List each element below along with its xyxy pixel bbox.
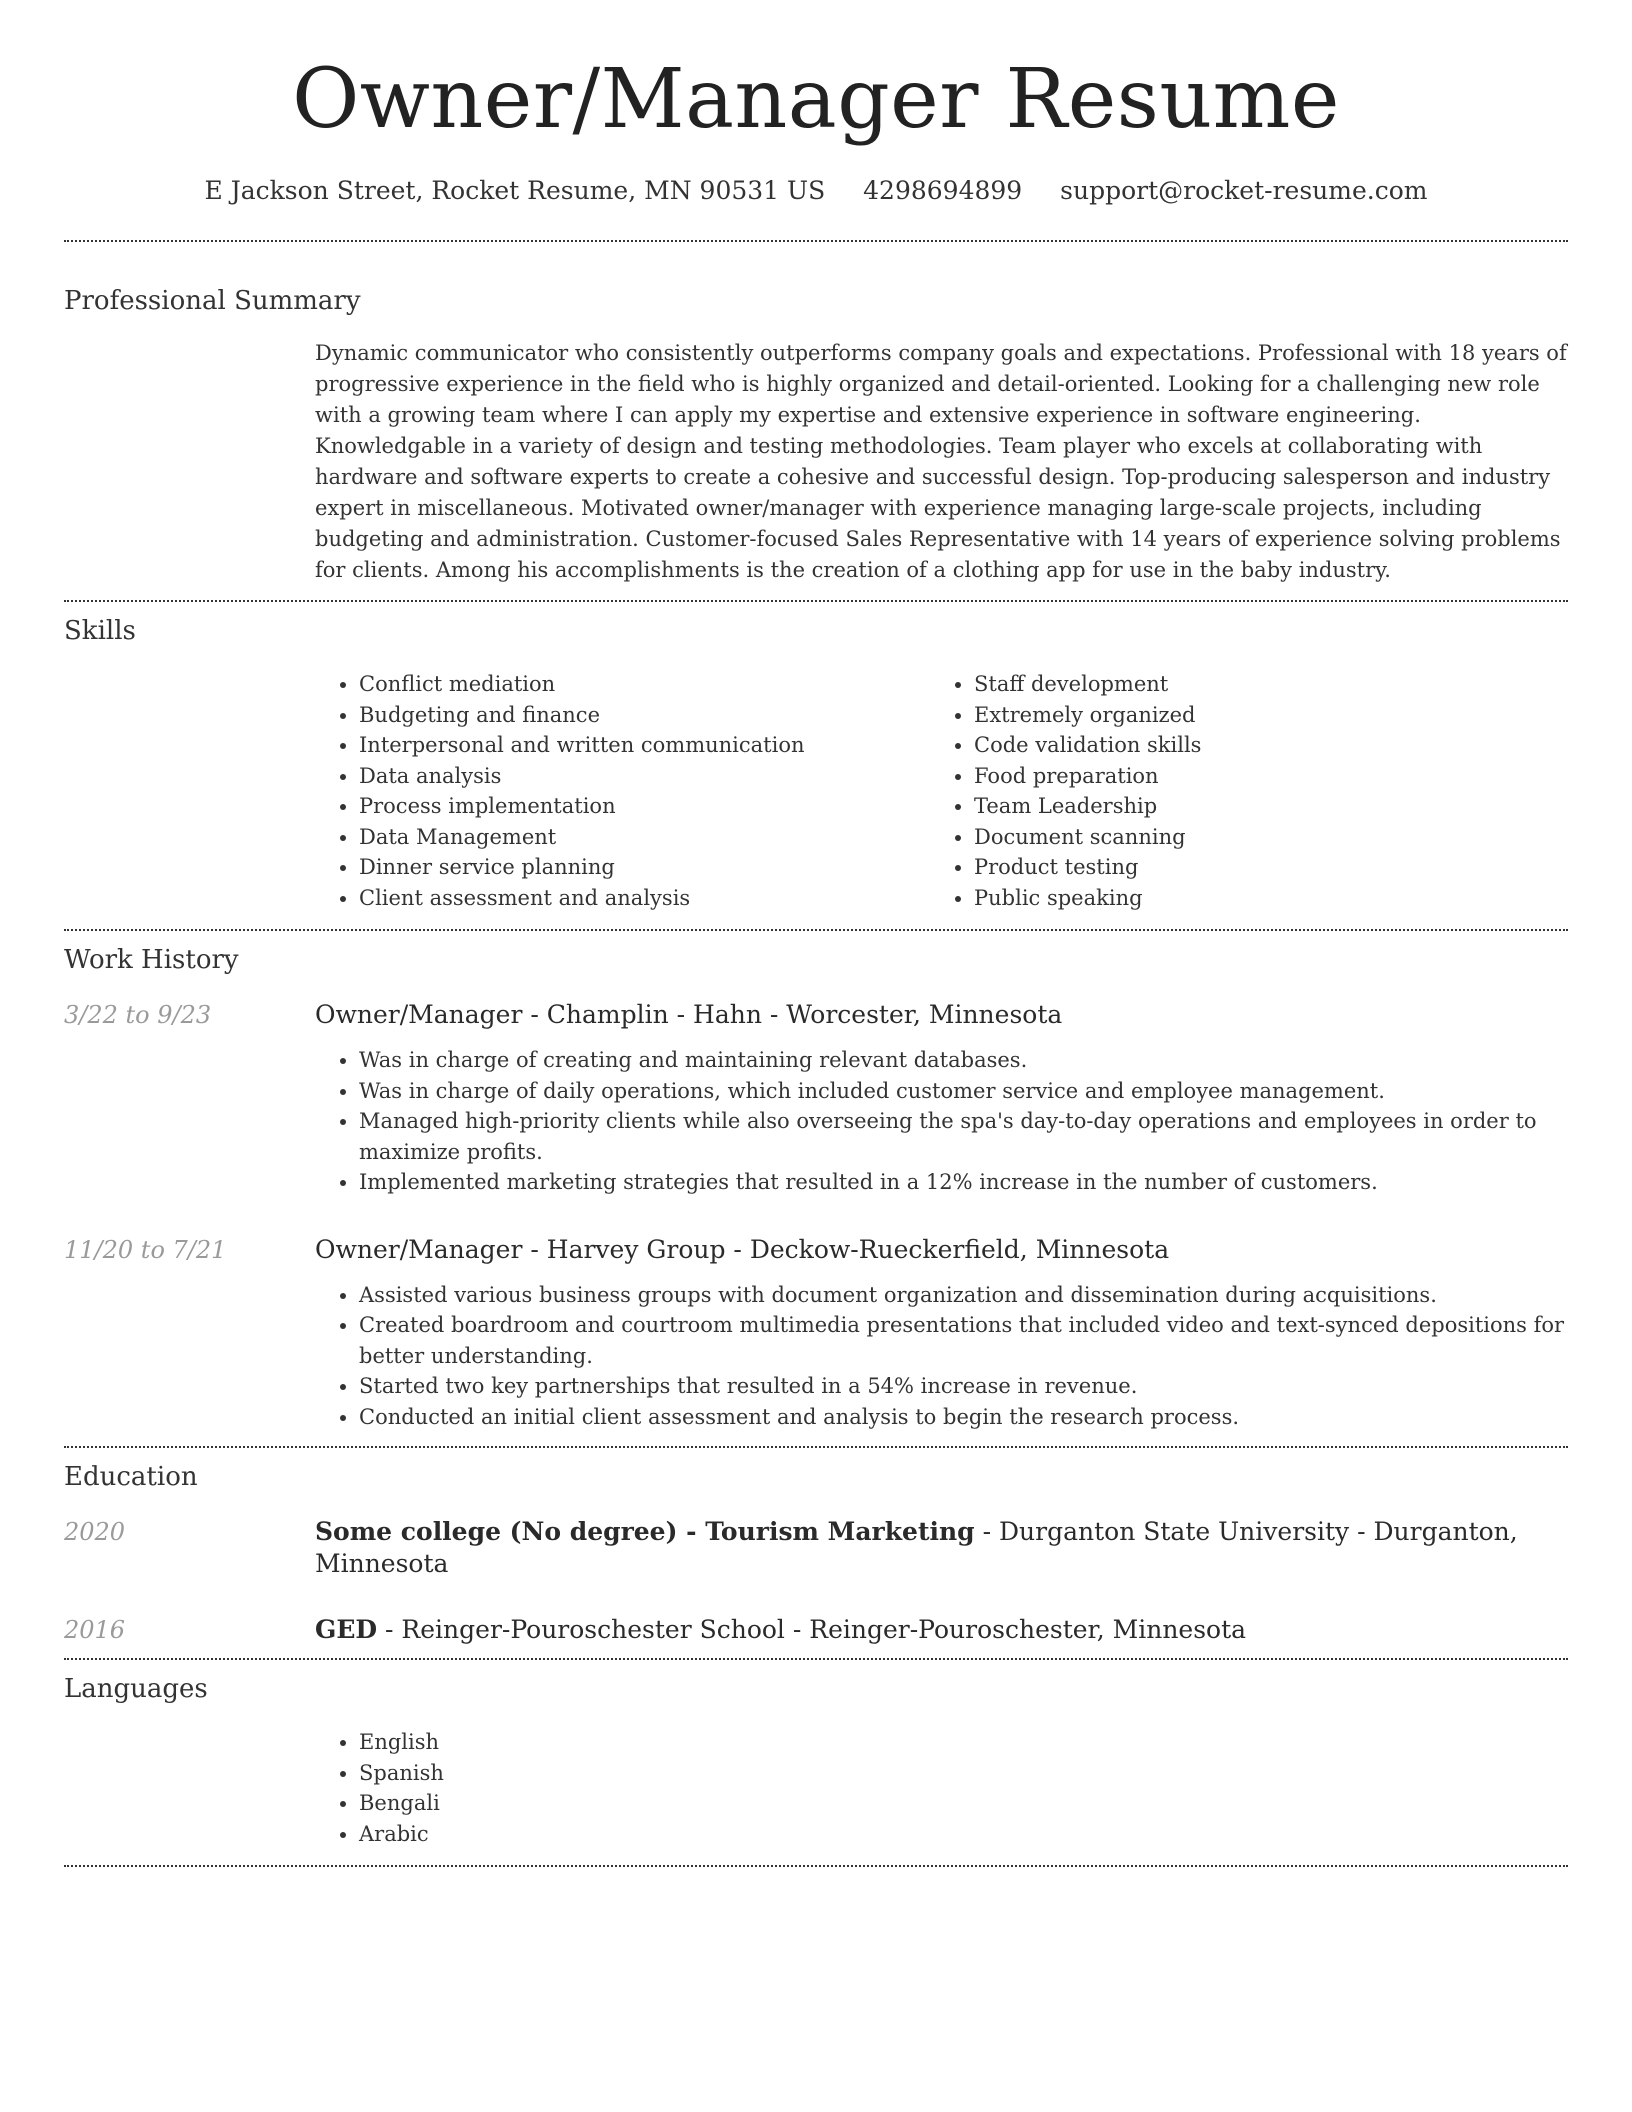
contact-line	[64, 174, 1568, 208]
skill-item: • Document scanning	[974, 822, 1545, 853]
skill-item: • Code validation skills	[974, 730, 1545, 761]
skills-list-right	[930, 669, 1545, 913]
resume-title: Owner/Manager Resume	[292, 52, 1340, 147]
summary-heading: Professional Summary	[64, 286, 361, 316]
job-bullets	[315, 1280, 1568, 1433]
education-school: - Durganton State University - Durganton, Minnesota	[315, 1517, 1518, 1578]
job-bullet: • Conducted an initial client assessment and analysis to begin the research process.	[359, 1402, 1568, 1433]
skill-item: • Food preparation	[974, 761, 1545, 792]
skill-item: • Extremely organized	[974, 700, 1545, 731]
education-heading: Education	[64, 1462, 198, 1492]
job-dates: 11/20 to 7/21	[64, 1235, 227, 1264]
education-degree: Some college (No degree) - Tourism Marketing	[315, 1517, 975, 1546]
skill-item: • Interpersonal and written communication	[359, 730, 930, 761]
work-heading: Work History	[64, 945, 239, 975]
education-year: 2020	[64, 1518, 126, 1546]
language-item: • Arabic	[359, 1819, 1568, 1850]
language-item: • English	[359, 1727, 1568, 1758]
job-bullet: • Implemented marketing strategies that resulted in a 12% increase in the number of customers.	[359, 1167, 1568, 1198]
job-bullet: • Assisted various business groups with document organization and dissemination during acquisitions.	[359, 1280, 1568, 1311]
contact-phone: 4298694899	[863, 176, 1023, 205]
skill-item: • Process implementation	[359, 791, 930, 822]
education-degree: GED	[315, 1615, 378, 1644]
skills-heading: Skills	[64, 616, 136, 646]
language-item: • Bengali	[359, 1788, 1568, 1819]
job-bullet: • Was in charge of creating and maintaining relevant databases.	[359, 1045, 1568, 1076]
job-bullets	[315, 1045, 1568, 1198]
education-school: - Reinger-Pouroschester School - Reinger-Pouroschester, Minnesota	[377, 1615, 1247, 1644]
skill-item: • Data Management	[359, 822, 930, 853]
education-detail	[315, 1516, 1568, 1580]
languages-heading: Languages	[64, 1674, 208, 1704]
skill-item: • Product testing	[974, 852, 1545, 883]
job-bullet: • Created boardroom and courtroom multimedia presentations that included video and text-synced depositions for better understanding.	[359, 1310, 1568, 1371]
summary-section	[64, 242, 1568, 586]
skill-item: • Dinner service planning	[359, 852, 930, 883]
skill-item: • Data analysis	[359, 761, 930, 792]
job-title: Owner/Manager - Harvey Group - Deckow-Rueckerfield, Minnesota	[315, 1234, 1170, 1264]
skill-item: • Team Leadership	[974, 791, 1545, 822]
job-title: Owner/Manager - Champlin - Hahn - Worcester, Minnesota	[315, 1000, 1063, 1029]
contact-address: E Jackson Street, Rocket Resume, MN 90531 US	[204, 176, 826, 205]
skills-list-left	[315, 669, 930, 913]
job-dates: 3/22 to 9/23	[64, 1001, 212, 1029]
languages-list	[315, 1727, 1568, 1849]
job-bullet: • Started two key partnerships that resulted in a 54% increase in revenue.	[359, 1371, 1568, 1402]
languages-section	[64, 1660, 1568, 1849]
job-bullet: • Managed high-priority clients while also overseeing the spa's day-to-day operations and employees in order to maximize profits.	[359, 1106, 1568, 1167]
resume-page	[64, 0, 1568, 1867]
summary-text: Dynamic communicator who consistently outperforms company goals and expectations. Professional with 18 years of progressive experience in the field who is highly organized and detail-oriented. Looking for a challenging new role with a growing team where I can apply my expertise and extensive experience in software engineering. Knowledgable in a variety of design and testing methodologies. Team player who excels at collaborating with hardware and software experts to create a cohesive and successful design. Top-producing salesperson and industry expert in miscellaneous. Motivated owner/manager with experience managing large-scale projects, including budgeting and administration. Customer-focused Sales Representative with 14 years of experience solving problems for clients. Among his accomplishments is the creation of a clothing app for use in the baby industry.	[315, 341, 1567, 582]
education-year: 2016	[64, 1616, 126, 1644]
divider	[64, 1865, 1568, 1867]
skills-section	[64, 602, 1568, 913]
skill-item: • Conflict mediation	[359, 669, 930, 700]
skill-item: • Budgeting and finance	[359, 700, 930, 731]
education-section	[64, 1448, 1568, 1646]
contact-email: support@rocket-resume.com	[1060, 176, 1428, 205]
work-section	[64, 931, 1568, 1432]
skill-item: • Client assessment and analysis	[359, 883, 930, 914]
skill-item: • Public speaking	[974, 883, 1545, 914]
job-entry	[64, 1234, 1568, 1266]
job-entry	[64, 999, 1568, 1031]
education-entry	[64, 1516, 1568, 1580]
education-detail	[315, 1614, 1246, 1646]
education-entry	[64, 1614, 1568, 1646]
skill-item: • Staff development	[974, 669, 1545, 700]
job-bullet: • Was in charge of daily operations, which included customer service and employee management.	[359, 1076, 1568, 1107]
language-item: • Spanish	[359, 1758, 1568, 1789]
